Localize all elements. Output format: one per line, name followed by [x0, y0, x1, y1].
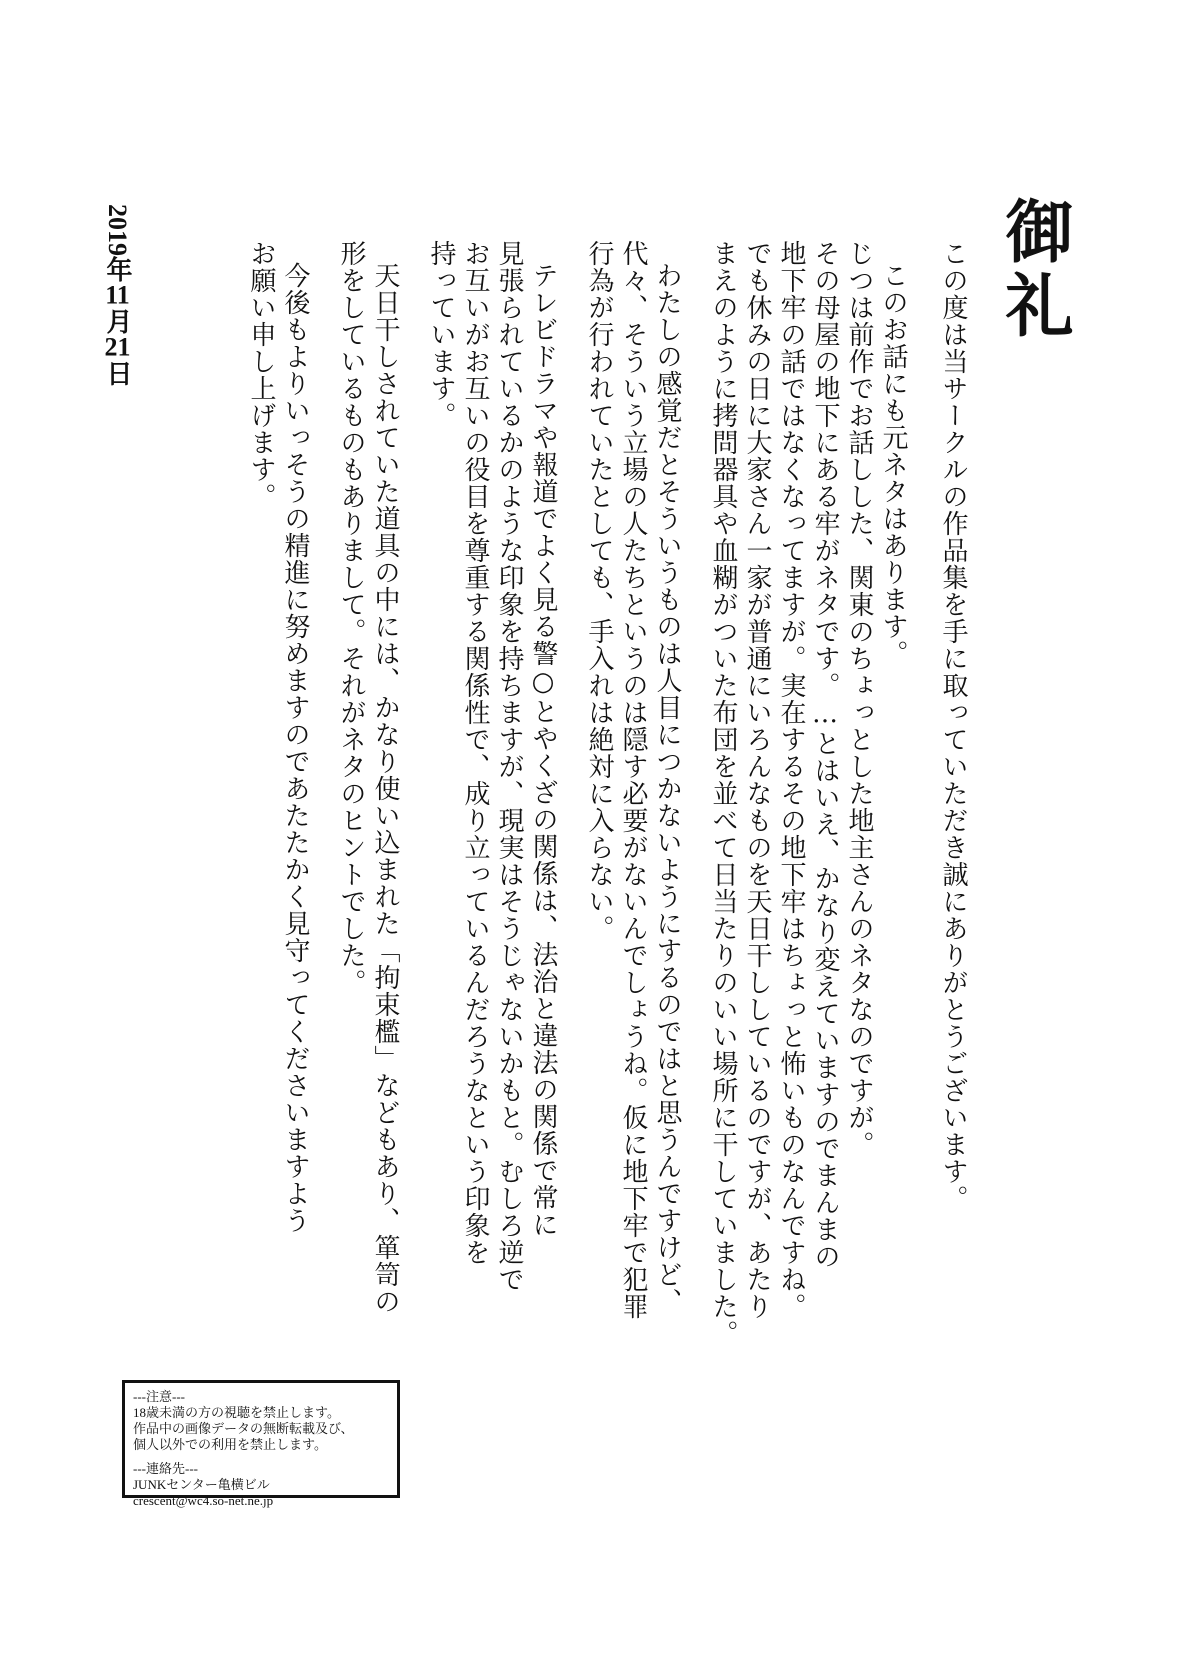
text-line: お互いがお互いの役目を尊重する関係性で、成り立っているんだろうなという印象を: [460, 240, 490, 1266]
text-line: 地下牢の話ではなくなってますが。実在するその地下牢はちょっと怖いものなんですね。: [776, 240, 806, 1320]
caution-line: 作品中の画像データの無断転載及び、: [133, 1421, 354, 1436]
text-line: その母屋の地下にある牢がネタです。…とはいえ、かなり変えていますのでまんまの: [810, 240, 840, 1270]
contact-name: JUNKセンター亀横ビル: [133, 1477, 270, 1492]
contact-email: crescent@wc4.so-net.ne.jp: [133, 1493, 274, 1508]
text-line: まえのように拷問器具や血糊がついた布団を並べて日当たりのいい場所に干していました。: [708, 240, 738, 1347]
date-year-unit: 年: [103, 256, 132, 282]
date-year: 2019: [103, 204, 132, 256]
text-line: 形をしているものもありまして。それがネタのヒントでした。: [336, 240, 366, 996]
date: [104, 204, 130, 386]
date-month-unit: 月: [103, 308, 132, 334]
date-day: 21: [104, 334, 131, 360]
text-line: このお話にも元ネタはあります。: [878, 262, 908, 667]
date-month: 11: [105, 282, 130, 308]
text-line: 天日干しされていた道具の中には、かなり使い込まれた「拘束檻」などもあり、箪笥の: [370, 262, 400, 1315]
page-title: 御礼: [994, 196, 1074, 344]
text-line: でも休みの日に大家さん一家が普通にいろんなものを天日干ししているのですが、あたり: [742, 240, 772, 1320]
text-line: 行為が行われていたとしても、手入れは絶対に入らない。: [584, 240, 614, 942]
text-line: じつは前作でお話しした、関東のちょっとした地主さんのネタなのですが。: [844, 240, 874, 1158]
text-line: 今後もよりいっそうの精進に努めますのであたたかく見守ってくださいますよう: [280, 262, 310, 1234]
notice-spacer: [133, 1453, 389, 1461]
caution-line: 個人以外での利用を禁止します。: [133, 1437, 327, 1452]
notice-box: [122, 1380, 400, 1508]
text-line: 見張られているかのような印象を持ちますが、現実はそうじゃないかもと。むしろ逆で: [494, 240, 524, 1293]
text-line: この度は当サークルの作品集を手に取っていただき誠にありがとうございます。: [938, 240, 968, 1212]
text-line: 代々、そういう立場の人たちというのは隠す必要がないんでしょうね。仮に地下牢で犯罪: [618, 240, 648, 1320]
date-day-unit: 日: [103, 360, 132, 386]
text-line: わたしの感覚だとそういうものは人目につかないようにするのではと思うんですけど、: [652, 262, 682, 1315]
caution-header: ---注意---: [133, 1389, 185, 1404]
text-line: お願い申し上げます。: [246, 240, 276, 510]
caution-line: 18歳未満の方の視聴を禁止します。: [133, 1405, 340, 1420]
text-line: テレビドラマや報道でよく見る警○とやくざの関係は、法治と違法の関係で常に: [528, 262, 558, 1238]
text-line: 持っています。: [426, 240, 456, 429]
contact-header: ---連絡先---: [133, 1461, 198, 1476]
